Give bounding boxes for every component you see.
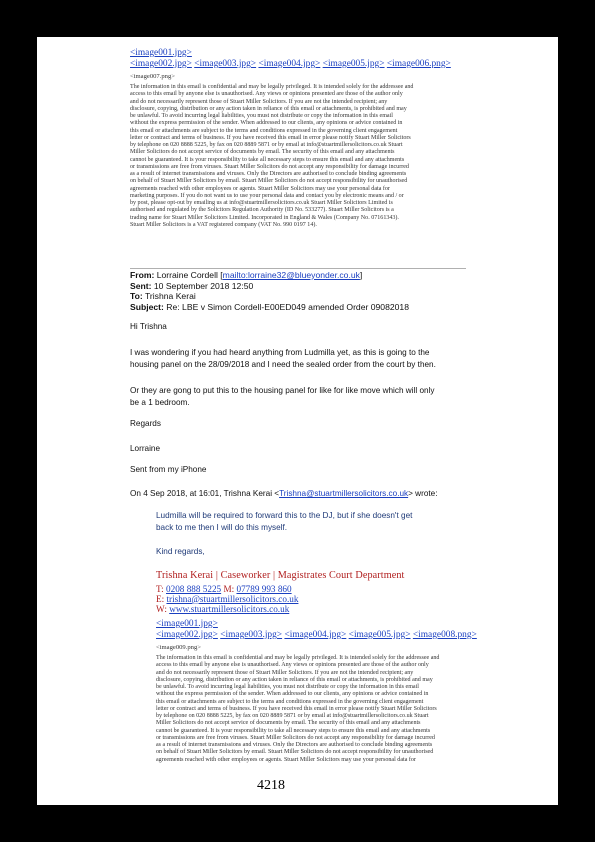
disclaimer-line: or transmissions are free from viruses. Stuart Miller Solicitors do not accept any responsibility for damage incurred <box>156 734 435 741</box>
image-link[interactable]: <image008.png> <box>412 630 477 640</box>
from-email-link[interactable]: mailto:lorraine32@blueyonder.co.uk <box>222 270 360 280</box>
disclaimer-line: on behalf of Stuart Miller Solicitors by email. Stuart Miller Solicitors do not accept responsibility for unauthorised <box>130 178 408 185</box>
disclaimer-line: as a result of internet transmissions and viruses. Only the Directors are authorised to conclude binding agreements <box>156 742 433 748</box>
disclaimer-line: by telephone on 020 8888 5225, by fax on 020 8889 5871 or by email at info@stuartmillersolicitors.co.uk Stuart <box>156 713 429 719</box>
disclaimer-line: without the express permission of the sender. When addressed to our clients, any opinions or advice contained in <box>130 120 403 127</box>
signature-name: Trishna Kerai | Caseworker | Magistrates Court Department <box>156 570 405 581</box>
quote-email-link[interactable]: Trishna@stuartmillersolicitors.co.uk <box>279 489 409 498</box>
image-link[interactable]: <image002.jpg> <box>130 59 192 69</box>
quoted-kind-regards: Kind regards, <box>156 547 205 556</box>
disclaimer-line: marketing purposes. If you do not want us to use your personal data and contact you by electronic means and / or <box>130 192 404 199</box>
image-line-1 <box>130 48 192 59</box>
disclaimer-line: or transmissions are free from viruses. Stuart Miller Solicitors do not accept any responsibility for damage incurred <box>130 163 409 170</box>
from-row: From: Lorraine Cordell [mailto:lorraine32@blueyonder.co.uk] <box>130 270 363 280</box>
disclaimer-line: letter or contract and terms of business. If you have received this email in error please notify Stuart Miller Solicitors <box>130 134 411 141</box>
disclaimer-line: disclosure, copying, distribution or any action taken in reliance of this email or attachments, is prohibited and may <box>156 676 433 683</box>
image-line-2 <box>130 59 451 70</box>
sent-from-line: Sent from my iPhone <box>130 465 207 474</box>
quoted-image-plain-ref: <image009.png> <box>156 644 201 651</box>
disclaimer-line: agreements reached with other employees or agents. Stuart Miller Solicitors may use your personal data for <box>130 185 390 192</box>
disclaimer-line: Stuart Miller Solicitors is a VAT registered company (VAT No. 990 0197 14). <box>130 221 317 228</box>
web-row: W: www.stuartmillersolicitors.co.uk <box>156 603 290 614</box>
disclaimer-line: disclosure, copying, distribution or any action taken in reliance of this email or attachments, is prohibited and may <box>130 105 407 112</box>
disclaimer-line: this email or attachments are subject to the terms and conditions expressed in the governing client engagement <box>156 698 424 705</box>
disclaimer-line: be unlawful. To avoid incurring legal liabilities, you must not distribute or copy the information in this email <box>156 684 419 690</box>
image-link[interactable]: <image001.jpg> <box>156 619 218 629</box>
document-page <box>37 37 558 805</box>
disclaimer-line: The information in this email is confidential and may be legally privileged. It is intended solely for the addressee and <box>156 655 440 661</box>
image-link[interactable]: <image005.jpg> <box>348 630 411 640</box>
mobile-link[interactable]: 07789 993 860 <box>236 584 292 594</box>
website-link[interactable]: www.stuartmillersolicitors.co.uk <box>169 603 290 614</box>
subject-row: Subject: Re: LBE v Simon Cordell-E00ED049 amended Order 09082018 <box>130 301 409 312</box>
disclaimer-line: access to this email by anyone else is unauthorised. Any views or opinions presented are those of the author only <box>130 91 403 98</box>
separator-line <box>130 268 466 269</box>
image-link[interactable]: <image006.png> <box>386 59 451 69</box>
disclaimer-line: cannot be guaranteed. It is your responsibility to take all necessary steps to ensure this email and any attachments <box>156 727 431 734</box>
email-header <box>130 270 409 312</box>
disclaimer-line: be unlawful. To avoid incurring legal liabilities, you must not distribute or copy the information in this email <box>130 113 393 119</box>
image-link[interactable]: <image001.jpg> <box>130 48 192 58</box>
legal-disclaimer <box>130 84 470 229</box>
phone-row: T: 0208 888 5225 M: 07789 993 860 <box>156 584 292 594</box>
quoted-image-line-1 <box>156 619 218 630</box>
phone-link[interactable]: 0208 888 5225 <box>166 584 222 594</box>
email-row: E: trishna@stuartmillersolicitors.co.uk <box>156 593 299 604</box>
disclaimer-line: on behalf of Stuart Miller Solicitors by email. Stuart Miller Solicitors do not accept responsibility for unauthorised <box>156 749 434 756</box>
image-link[interactable]: <image004.jpg> <box>258 59 321 69</box>
email-link[interactable]: trishna@stuartmillersolicitors.co.uk <box>166 593 299 604</box>
paragraph-2: Or they are gong to put this to the housing panel for like for like move which will only be a 1 bedroom. <box>130 386 435 407</box>
quoted-image-line-2 <box>156 630 477 641</box>
disclaimer-line: by telephone on 020 8888 5225, by fax on 020 8889 5871 or by email at info@stuartmillersolicitors.co.uk Stuart <box>130 142 403 148</box>
disclaimer-line: cannot be guaranteed. It is your responsibility to take all necessary steps to ensure this email and any attachments <box>130 156 405 163</box>
image-link[interactable]: <image004.jpg> <box>284 630 347 640</box>
sender-name: Lorraine <box>130 444 161 453</box>
regards: Regards <box>130 419 161 428</box>
quoted-legal-disclaimer <box>156 655 496 764</box>
quote-intro: On 4 Sep 2018, at 16:01, Trishna Kerai <Trishna@stuartmillersolicitors.co.uk> wrote: <box>130 489 438 498</box>
paragraph-1: I was wondering if you had heard anything from Ludmilla yet, as this is going to the housing panel on the 28/09/2018 and I need the sealed order from the court by then. <box>130 348 436 369</box>
signature-contacts <box>156 585 298 614</box>
page-number: 4218 <box>257 778 285 793</box>
disclaimer-line: trading name for Stuart Miller Solicitors Limited. Incorporated in England & Wales (Company No. 07161343). <box>130 214 399 221</box>
quoted-paragraph: Ludmilla will be required to forward this to the DJ, but if she doesn't get back to me then I will do this myself. <box>156 511 413 533</box>
image-link[interactable]: <image003.jpg> <box>194 59 257 69</box>
disclaimer-line: and do not necessarily represent those of Stuart Miller Solicitors. If you are not the intended recipient; any <box>130 98 388 105</box>
greeting: Hi Trishna <box>130 322 167 331</box>
disclaimer-line: Miller Solicitors do not accept service of documents by email. The security of this email and any attachments <box>130 149 395 156</box>
disclaimer-line: as a result of internet transmissions and viruses. Only the Directors are authorised to conclude binding agreements <box>130 171 407 177</box>
disclaimer-line: access to this email by anyone else is unauthorised. Any views or opinions presented are those of the author only <box>156 662 429 669</box>
disclaimer-line: without the express permission of the sender. When addressed to our clients, any opinions or advice contained in <box>156 691 429 698</box>
image-link[interactable]: <image005.jpg> <box>322 59 385 69</box>
disclaimer-line: authorised and regulated by the Solicitors Regulation Authority (ID No. 533277). Stuart Miller Solicitors is a <box>130 207 394 214</box>
image-link[interactable]: <image002.jpg> <box>156 630 218 640</box>
disclaimer-line: letter or contract and terms of business. If you have received this email in error please notify Stuart Miller Solicitors <box>156 705 437 712</box>
sent-row: Sent: 10 September 2018 12:50 <box>130 280 254 291</box>
disclaimer-line: The information in this email is confidential and may be legally privileged. It is intended solely for the addressee and <box>130 84 414 90</box>
disclaimer-line: agreements reached with other employees or agents. Stuart Miller Solicitors may use your personal data for <box>156 756 416 763</box>
disclaimer-line: Miller Solicitors do not accept service of documents by email. The security of this email and any attachments <box>156 720 421 727</box>
to-row: To: Trishna Kerai <box>130 291 196 302</box>
image-plain-ref: <image007.png> <box>130 73 175 80</box>
disclaimer-line: by post, please opt-out by emailing us at info@stuartmillersolicitors.co.uk Stuart Miller Solicitors Limited is <box>130 200 393 206</box>
disclaimer-line: and do not necessarily represent those of Stuart Miller Solicitors. If you are not the intended recipient; any <box>156 669 414 676</box>
disclaimer-line: this email or attachments are subject to the terms and conditions expressed in the governing client engagement <box>130 127 398 134</box>
image-link[interactable]: <image003.jpg> <box>220 630 283 640</box>
